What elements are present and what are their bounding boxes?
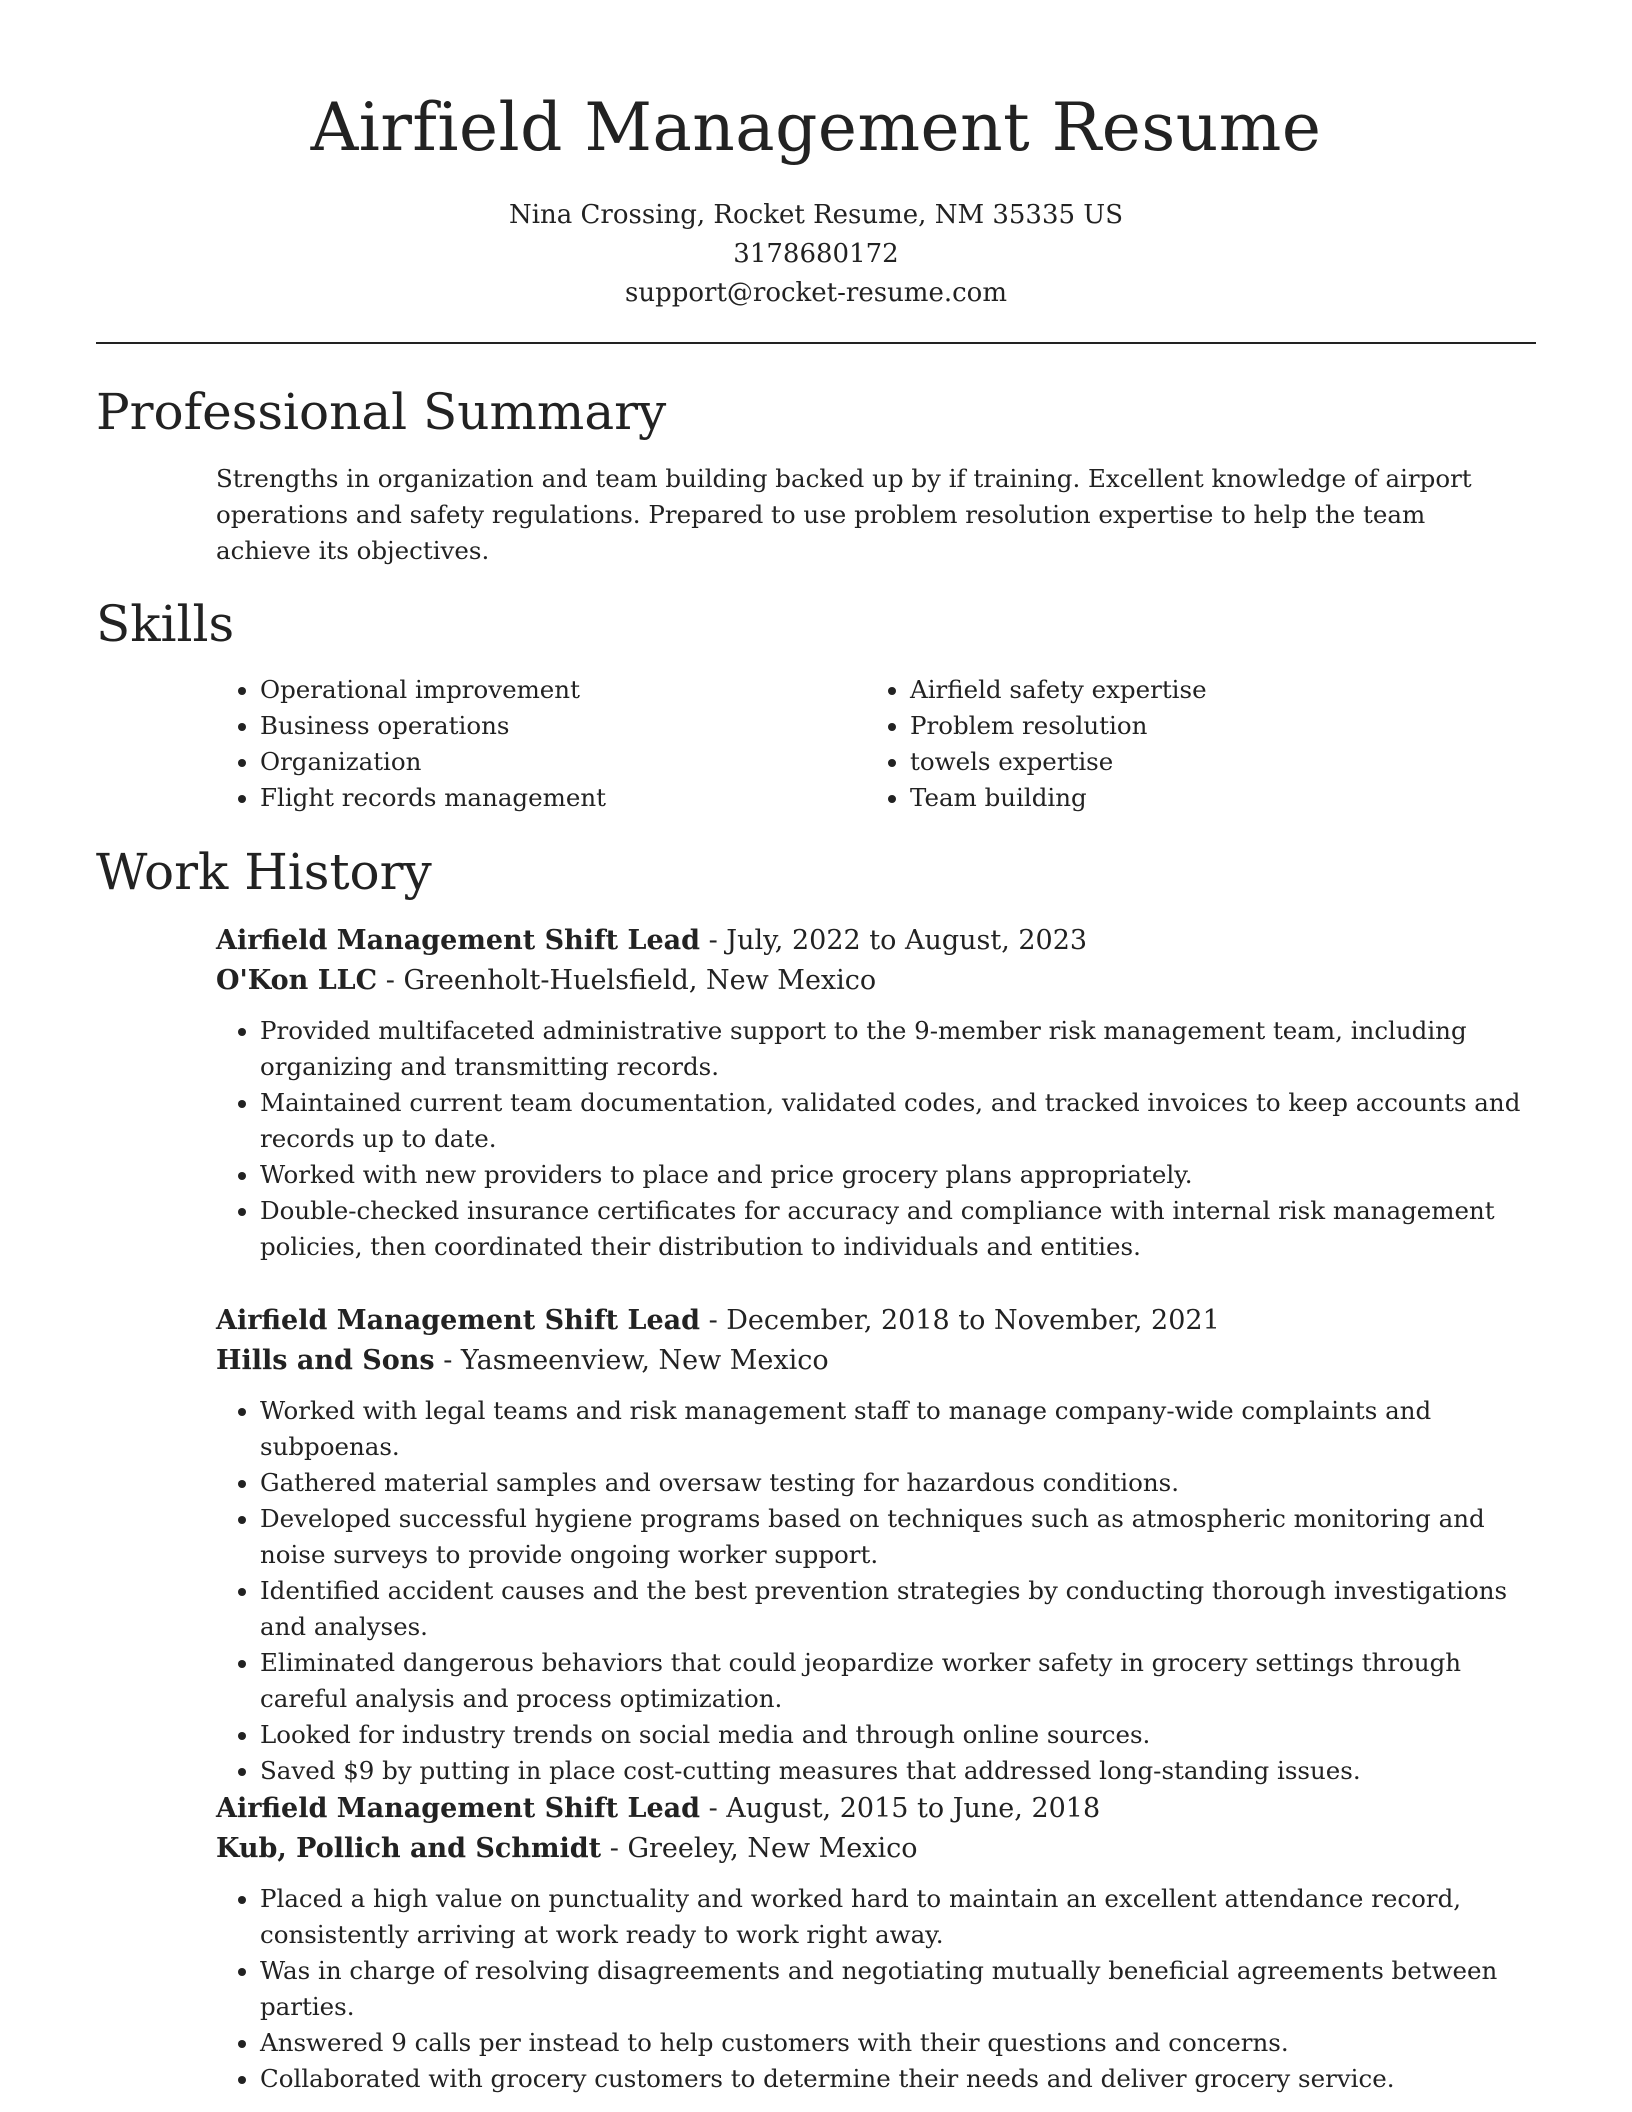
- job-bullet: • Worked with legal teams and risk management staff to manage company-wide complaints and subpoenas.: [260, 1393, 1536, 1465]
- contact-info: [0, 196, 1632, 313]
- job-bullet: • Looked for industry trends on social media and through online sources.: [260, 1717, 1536, 1753]
- email: support@rocket-resume.com: [624, 278, 1007, 308]
- job-bullet: • Identified accident causes and the best prevention strategies by conducting thorough investigations and analyses.: [260, 1573, 1536, 1645]
- job-bullet: • Saved $9 by putting in place cost-cutting measures that addressed long-standing issues.: [260, 1753, 1536, 1789]
- job-dates: - August, 2015 to June, 2018: [700, 1793, 1101, 1824]
- job-bullet: • Double-checked insurance certificates for accuracy and compliance with internal risk management policies, then coordinated their distribution to individuals and entities.: [260, 1193, 1536, 1265]
- resume-title: Airfield Management Resume: [310, 89, 1322, 166]
- job-location: - Greenholt-Huelsfield, New Mexico: [377, 965, 877, 996]
- job-company-line: [216, 1829, 1536, 1869]
- job-bullet: • Eliminated dangerous behaviors that could jeopardize worker safety in grocery settings through careful analysis and process optimization.: [260, 1645, 1536, 1717]
- skill-item: • Organization: [260, 744, 836, 780]
- skill-item: • Airfield safety expertise: [910, 672, 1486, 708]
- summary-heading: Professional Summary: [96, 383, 667, 441]
- skill-item: • Problem resolution: [910, 708, 1486, 744]
- job-bullet: • Provided multifaceted administrative support to the 9-member risk management team, including organizing and transmitting records.: [260, 1013, 1536, 1085]
- skill-item: • towels expertise: [910, 744, 1486, 780]
- job-title: Airfield Management Shift Lead: [216, 925, 700, 956]
- skill-item: • Team building: [910, 780, 1486, 816]
- resume-header: [0, 0, 1632, 313]
- job-title: Airfield Management Shift Lead: [216, 1793, 700, 1824]
- job-company: O'Kon LLC: [216, 965, 378, 996]
- phone: 3178680172: [733, 239, 899, 269]
- job-entry: [216, 1789, 1536, 2097]
- skill-item: • Business operations: [260, 708, 836, 744]
- job-location: - Yasmeenview, New Mexico: [434, 1345, 829, 1376]
- skills-column-left: [216, 672, 836, 816]
- job-entry: [216, 921, 1536, 1265]
- job-bullet: • Gathered material samples and oversaw testing for hazardous conditions.: [260, 1465, 1536, 1501]
- job-company: Hills and Sons: [216, 1345, 435, 1376]
- job-bullet: • Was in charge of resolving disagreements and negotiating mutually beneficial agreements between parties.: [260, 1953, 1536, 2025]
- job-bullet: • Answered 9 calls per instead to help customers with their questions and concerns.: [260, 2025, 1536, 2061]
- skills-column-right: [866, 672, 1486, 816]
- job-company: Kub, Pollich and Schmidt: [216, 1833, 602, 1864]
- skills-heading: Skills: [96, 595, 235, 653]
- job-title-line: [216, 921, 1536, 961]
- job-location: - Greeley, New Mexico: [601, 1833, 918, 1864]
- job-bullet: • Maintained current team documentation, validated codes, and tracked invoices to keep accounts and records up to date.: [260, 1085, 1536, 1157]
- job-title-line: [216, 1789, 1536, 1829]
- job-dates: - December, 2018 to November, 2021: [700, 1305, 1220, 1336]
- job-bullet: • Worked with new providers to place and price grocery plans appropriately.: [260, 1157, 1536, 1193]
- job-title-line: [216, 1301, 1536, 1341]
- summary-text: Strengths in organization and team building backed up by if training. Excellent knowledge of airport operations and safety regulations. Prepared to use problem resolution expertise to help the team achieve its objectives.: [216, 464, 1472, 565]
- job-bullet: • Collaborated with grocery customers to determine their needs and deliver grocery service.: [260, 2061, 1536, 2097]
- job-company-line: [216, 961, 1536, 1001]
- header-divider: [96, 342, 1536, 344]
- job-bullet: • Placed a high value on punctuality and worked hard to maintain an excellent attendance record, consistently arriving at work ready to work right away.: [260, 1881, 1536, 1953]
- job-dates: - July, 2022 to August, 2023: [700, 925, 1088, 956]
- skill-item: • Flight records management: [260, 780, 836, 816]
- address: Nina Crossing, Rocket Resume, NM 35335 US: [508, 200, 1124, 230]
- job-title: Airfield Management Shift Lead: [216, 1305, 700, 1336]
- job-bullet: • Developed successful hygiene programs based on techniques such as atmospheric monitoring and noise surveys to provide ongoing worker support.: [260, 1501, 1536, 1573]
- skill-item: • Operational improvement: [260, 672, 836, 708]
- job-company-line: [216, 1341, 1536, 1381]
- work-history-heading: Work History: [96, 843, 432, 901]
- job-entry: [216, 1301, 1536, 1789]
